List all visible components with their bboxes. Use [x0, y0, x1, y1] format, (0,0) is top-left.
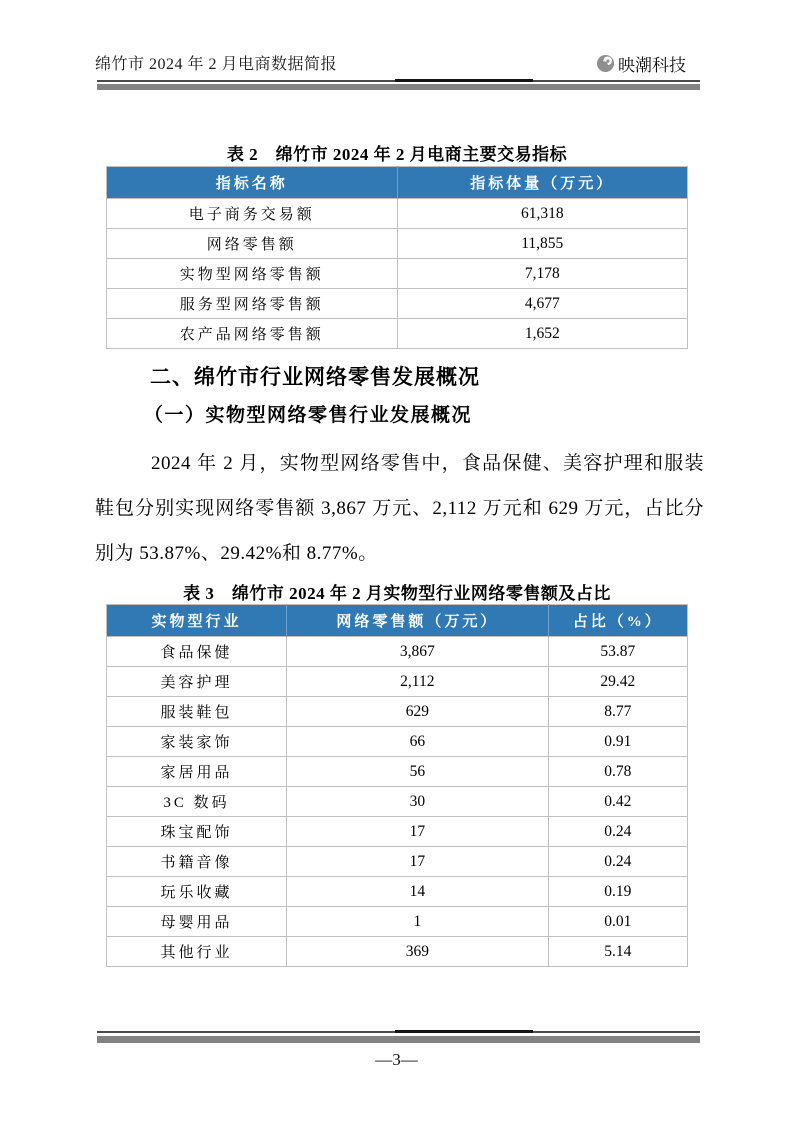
row-value-cell: 0.42: [548, 787, 687, 817]
table-main-trade-indicators: [106, 166, 688, 349]
page-number: —3—: [375, 1050, 418, 1069]
table3-caption: 表 3 绵竹市 2024 年 2 月实物型行业网络零售额及占比: [183, 584, 611, 603]
row-label-cell: 3C 数码: [107, 787, 287, 817]
row-value-cell: 8.77: [548, 697, 687, 727]
table-row: [107, 637, 688, 667]
row-value-cell: 17: [287, 847, 548, 877]
row-label-cell: 网络零售额: [107, 229, 398, 259]
row-label-cell: 实物型网络零售额: [107, 259, 398, 289]
table-row: [107, 937, 688, 967]
row-value-cell: 7,178: [397, 259, 688, 289]
row-value-cell: 14: [287, 877, 548, 907]
table-row: [107, 847, 688, 877]
row-label-cell: 食品保健: [107, 637, 287, 667]
row-value-cell: 3,867: [287, 637, 548, 667]
row-label-cell: 美容护理: [107, 667, 287, 697]
row-value-cell: 30: [287, 787, 548, 817]
row-value-cell: 56: [287, 757, 548, 787]
row-value-cell: 4,677: [397, 289, 688, 319]
table-row: [107, 289, 688, 319]
row-value-cell: 17: [287, 817, 548, 847]
row-label-cell: 其他行业: [107, 937, 287, 967]
table-row: [107, 817, 688, 847]
row-value-cell: 5.14: [548, 937, 687, 967]
row-value-cell: 0.01: [548, 907, 687, 937]
brand: [596, 51, 686, 76]
brand-name: 映潮科技: [618, 56, 686, 75]
table3-col-retail-amount: 网络零售额（万元）: [287, 605, 548, 637]
document-header-title: 绵竹市 2024 年 2 月电商数据简报: [95, 56, 338, 73]
table-row: [107, 907, 688, 937]
row-value-cell: 1: [287, 907, 548, 937]
section-heading-2: 二、绵竹市行业网络零售发展概况: [150, 366, 480, 389]
row-label-cell: 母婴用品: [107, 907, 287, 937]
row-value-cell: 0.24: [548, 817, 687, 847]
row-label-cell: 服装鞋包: [107, 697, 287, 727]
table-row: [107, 259, 688, 289]
row-value-cell: 629: [287, 697, 548, 727]
row-value-cell: 0.24: [548, 847, 687, 877]
row-label-cell: 农产品网络零售额: [107, 319, 398, 349]
footer-rule-thick: [97, 1036, 700, 1043]
row-label-cell: 电子商务交易额: [107, 199, 398, 229]
table3-col-industry: 实物型行业: [107, 605, 287, 637]
row-value-cell: 61,318: [397, 199, 688, 229]
footer-rule-dark-segment: [395, 1030, 533, 1033]
row-label-cell: 家居用品: [107, 757, 287, 787]
subsection-heading-1: （一）实物型网络零售行业发展概况: [144, 405, 473, 426]
row-value-cell: 0.78: [548, 757, 687, 787]
header-rule-thick: [97, 84, 700, 90]
table-row: [107, 877, 688, 907]
body-paragraph: 2024 年 2 月，实物型网络零售中，食品保健、美容护理和服装鞋包分别实现网络零售额 3,867 万元、2,112 万元和 629 万元，占比分别为 53.87%、29.42%和 8.77%。: [95, 453, 704, 564]
table-physical-industry-retail: [106, 604, 688, 967]
table-row: [107, 727, 688, 757]
row-value-cell: 369: [287, 937, 548, 967]
row-label-cell: 家装家饰: [107, 727, 287, 757]
row-label-cell: 服务型网络零售额: [107, 289, 398, 319]
table-row: [107, 667, 688, 697]
row-label-cell: 玩乐收藏: [107, 877, 287, 907]
row-value-cell: 11,855: [397, 229, 688, 259]
row-label-cell: 珠宝配饰: [107, 817, 287, 847]
header-rule-dark-segment: [395, 79, 533, 82]
yingchao-logo-icon: [596, 54, 615, 73]
row-value-cell: 66: [287, 727, 548, 757]
table-row: [107, 697, 688, 727]
table-row: [107, 319, 688, 349]
table-row: [107, 757, 688, 787]
table2-header-row: [107, 167, 688, 199]
row-value-cell: 0.19: [548, 877, 687, 907]
table3-header-row: [107, 605, 688, 637]
table-row: [107, 199, 688, 229]
row-value-cell: 1,652: [397, 319, 688, 349]
row-value-cell: 2,112: [287, 667, 548, 697]
table2-col-indicator-name: 指标名称: [107, 167, 398, 199]
table-row: [107, 787, 688, 817]
row-value-cell: 0.91: [548, 727, 687, 757]
table3-col-share: 占比（%）: [548, 605, 687, 637]
row-value-cell: 53.87: [548, 637, 687, 667]
row-label-cell: 书籍音像: [107, 847, 287, 877]
row-value-cell: 29.42: [548, 667, 687, 697]
table2-col-indicator-volume: 指标体量（万元）: [397, 167, 688, 199]
table-row: [107, 229, 688, 259]
table2-caption: 表 2 绵竹市 2024 年 2 月电商主要交易指标: [226, 145, 568, 164]
